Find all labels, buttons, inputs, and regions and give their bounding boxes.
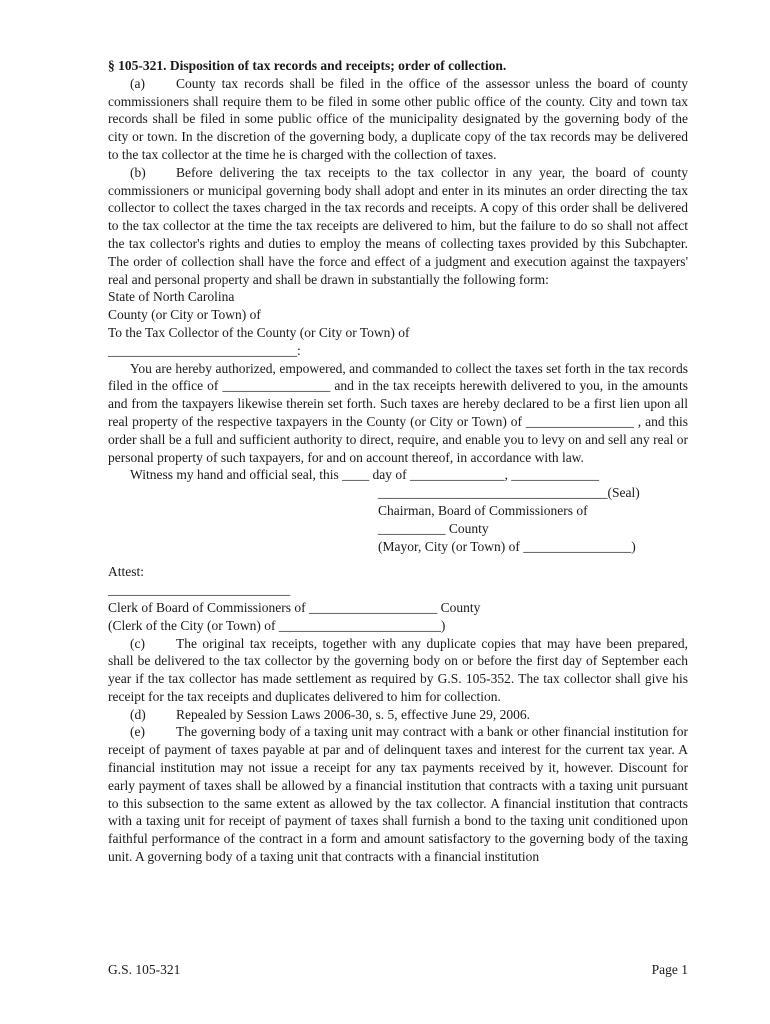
paragraph-c-text: The original tax receipts, together with any duplicate copies that may have been prepared, shall be delivered to the tax collector by the governing body on or before the first day of September each year if the tax collector has made settlement as required by G.S. 105-352. The tax collector shall give his receipt for the tax receipts and duplicates delivered to him for collection. — [108, 635, 688, 704]
form-mayor: (Mayor, City (or Town) of ________________) — [378, 538, 636, 554]
paragraph-e-label: (e) — [130, 724, 145, 740]
form-blank-line: ____________________________: — [108, 342, 301, 358]
paragraph-e — [108, 723, 688, 865]
footer-statute-ref: G.S. 105-321 — [108, 962, 181, 977]
statute-text — [108, 57, 688, 866]
paragraph-c-label: (c) — [130, 635, 145, 651]
form-witness: Witness my hand and official seal, this ____ day of ______________, _____________ — [130, 467, 600, 483]
form-clerk-city: (Clerk of the City (or Town) of ________________________) — [108, 617, 446, 633]
paragraph-c — [108, 635, 688, 706]
paragraph-b — [108, 164, 688, 289]
section-heading: § 105-321. Disposition of tax records and receipts; order of collection. — [108, 58, 507, 73]
paragraph-d-label: (d) — [130, 706, 146, 722]
paragraph-a-text: County tax records shall be filed in the office of the assessor unless the board of county commissioners shall require them to be filed in some other public office of the county. City and town tax records shall be filed in some public office of the municipality designated by the governing body of the city or town. In the discretion of the governing body, a duplicate copy of the tax records may be delivered to the tax collector at the time he is charged with the collection of taxes. — [108, 75, 688, 162]
paragraph-d — [108, 706, 688, 724]
form-body: You are hereby authorized, empowered, and commanded to collect the taxes set forth in the tax records filed in the office of ________________ and in the tax receipts herewith delivered to you, in the amounts and from the taxpayers likewise therein set forth. Such taxes are hereby declared to be a first lien upon all real property of the respective taxpayers in the County (or City or Town) of ________________ , and this order shall be a full and sufficient authority to direct, require, and enable you to levy on and sell any real or personal property of such taxpayers, for and on account thereof, in accordance with law. — [108, 360, 688, 465]
paragraph-e-text: The governing body of a taxing unit may contract with a bank or other financial institution for receipt of payment of taxes payable at par and of delinquent taxes and interest for the current tax year. A financial institution may not issue a receipt for any tax payments received by it, however. Discount for early payment of taxes shall be allowed by a financial institution that contracts with a taxing unit pursuant to this subsection to the same extent as allowed by the tax collector. A financial institution that contracts with a taxing unit for receipt of payment of taxes shall furnish a bond to the taxing unit conditioned upon faithful performance of the contract in a form and amount satisfactory to the governing body of the taxing unit. A governing body of a taxing unit that contracts with a financial institution — [108, 724, 688, 865]
form-county: County (or City or Town) of — [108, 307, 261, 323]
form-state: State of North Carolina — [108, 289, 235, 305]
form-county-line: __________ County — [378, 520, 489, 536]
page-number: Page 1 — [651, 962, 688, 977]
paragraph-a — [108, 75, 688, 164]
paragraph-b-text: Before delivering the tax receipts to the tax collector in any year, the board of county commissioners or municipal governing body shall adopt and enter in its minutes an order directing the tax collector to collect the taxes charged in the tax records and receipts. A copy of this order shall be delivered to the tax collector at the time the tax receipts are delivered to him, but the failure to do so shall not affect the tax collector's rights and duties to employ the means of collecting taxes provided by this Subchapter. The order of collection shall have the force and effect of a judgment and execution against the taxpayers' real and personal property and shall be drawn in substantially the following form: — [108, 164, 688, 287]
form-to: To the Tax Collector of the County (or City or Town) of — [108, 324, 410, 340]
form-clerk: Clerk of Board of Commissioners of ___________________ County — [108, 599, 481, 615]
paragraph-d-text: Repealed by Session Laws 2006-30, s. 5, effective June 29, 2006. — [176, 706, 531, 722]
form-seal-line: __________________________________(Seal) — [378, 485, 640, 501]
form-attest: Attest: — [108, 564, 144, 580]
form-attest-line: ___________________________ — [108, 582, 291, 598]
form-chairman: Chairman, Board of Commissioners of — [378, 502, 588, 518]
paragraph-a-label: (a) — [130, 75, 145, 91]
page-footer — [108, 962, 688, 978]
paragraph-b-label: (b) — [130, 164, 146, 180]
